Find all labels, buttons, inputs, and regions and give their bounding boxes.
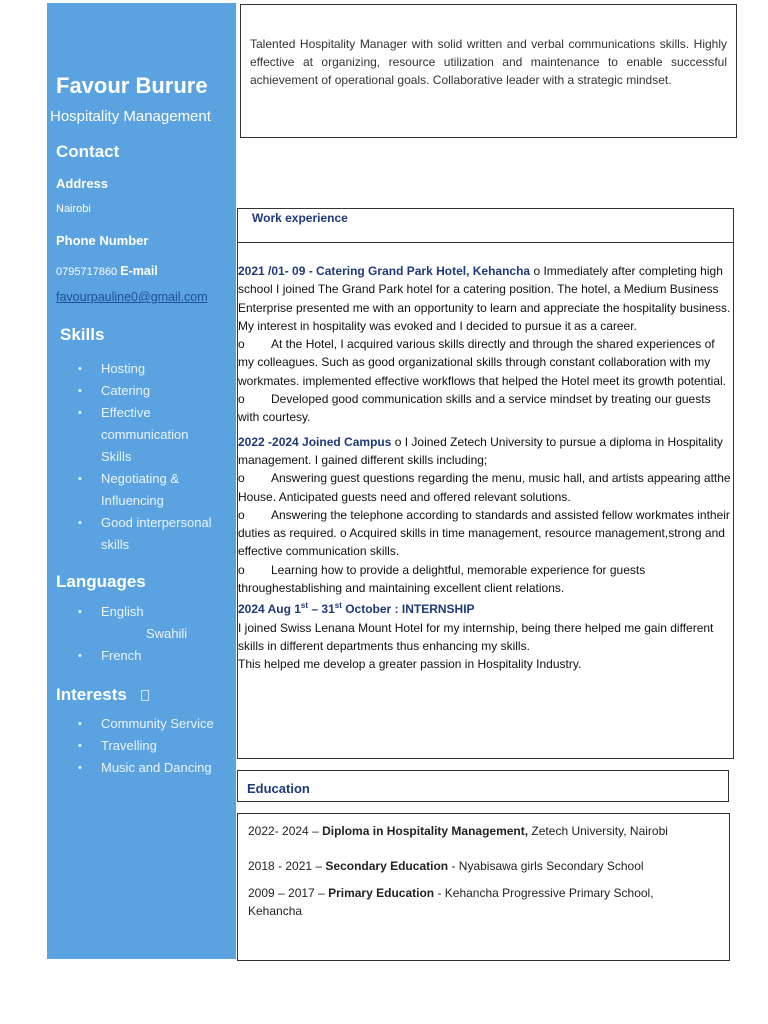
education-row xyxy=(248,822,718,840)
education-years: 2022- 2024 – xyxy=(248,824,323,838)
list-item: • French xyxy=(47,645,236,667)
bullet-item xyxy=(238,335,733,390)
bullet-text: Developed good communication skills and a service mindset by treating our guests with courtesy. xyxy=(238,392,711,425)
work-experience-body xyxy=(237,242,734,759)
bullet-marker: o xyxy=(238,392,245,407)
education-school: - Kehancha Progressive Primary School, Kehancha xyxy=(248,886,654,918)
ordinal-suffix: st xyxy=(334,601,342,611)
bullet-item xyxy=(238,561,733,598)
interests-heading: Interests xyxy=(56,685,127,704)
work-content xyxy=(238,262,733,674)
ordinal-suffix: st xyxy=(300,601,309,611)
skills-heading: Skills xyxy=(60,325,105,344)
bullet-marker: o xyxy=(238,507,245,522)
bullet-text: At the Hotel, I acquired various skills directly and through the shared experiences of my colleagues. Such as good organizational skills through constant collaboration with my workmates. implemented effective workflows that helped the Hotel meet its growth potential. xyxy=(238,337,727,388)
job-title: 2022 -2024 Joined Campus xyxy=(238,434,392,449)
email-label: E-mail xyxy=(120,264,158,278)
languages-list xyxy=(47,601,236,667)
placeholder-icon xyxy=(141,690,149,701)
phone-value: 0795717860 xyxy=(56,266,118,278)
summary-text: Talented Hospitality Manager with solid written and verbal communications skills. Highly effective at organizing, resource utilization and maintenance to enable successful achievement of operational goals. Collaborative leader with a strategic mindset. xyxy=(250,37,727,87)
job-entry xyxy=(238,433,733,470)
list-item: • English xyxy=(47,601,236,623)
bullet-item xyxy=(238,506,733,561)
work-experience-heading: Work experience xyxy=(252,211,348,225)
education-years: 2009 – 2017 – xyxy=(248,886,329,900)
interests-heading-row xyxy=(56,685,149,705)
candidate-name: Favour Burure xyxy=(56,73,208,98)
bullet-marker: o xyxy=(238,562,245,577)
job-entry xyxy=(238,262,733,335)
internship-title xyxy=(238,597,733,618)
internship-range: – 31 xyxy=(308,602,335,617)
education-school: - Nyabisawa girls Secondary School xyxy=(448,859,644,873)
list-item: • Good interpersonal skills xyxy=(47,512,236,556)
list-item: • Travelling xyxy=(47,735,236,757)
skills-list xyxy=(47,358,236,556)
bullet-text: Answering guest questions regarding the menu, music hall, and artists appearing atthe House. Anticipated guests need and offered relevant solutions. xyxy=(238,471,731,504)
education-qualification: Primary Education xyxy=(328,886,435,900)
list-item: • Effective communication Skills xyxy=(47,402,236,468)
summary-box xyxy=(240,4,737,138)
education-school: Zetech University, Nairobi xyxy=(528,824,668,838)
internship-text: This helped me develop a greater passion in Hospitality Industry. xyxy=(238,657,582,672)
internship-label: October : INTERNSHIP xyxy=(341,602,475,617)
list-item: • Negotiating & Influencing xyxy=(47,468,236,512)
bullet-marker: o xyxy=(238,471,245,486)
education-body xyxy=(237,813,730,961)
contact-heading: Contact xyxy=(56,142,120,161)
education-row xyxy=(248,884,668,920)
education-qualification: Secondary Education xyxy=(325,859,449,873)
languages-heading: Languages xyxy=(56,572,146,591)
email-link[interactable]: favourpauline0@gmail.com xyxy=(56,290,208,304)
education-years: 2018 - 2021 – xyxy=(248,859,326,873)
list-item: • Hosting xyxy=(47,358,236,380)
job-title: 2021 /01- 09 - Catering Grand Park Hotel, Kehancha xyxy=(238,264,531,278)
internship-text: I joined Swiss Lenana Mount Hotel for my internship, being there helped me gain different skills in different departments thus enhancing my skills. xyxy=(238,620,714,653)
education-header xyxy=(237,770,729,802)
work-experience-header xyxy=(237,208,734,243)
phone-row xyxy=(56,264,158,278)
list-item: • Music and Dancing xyxy=(47,757,236,779)
address-value: Nairobi xyxy=(56,203,91,215)
job-intro: o Immediately after completing high school I joined The Grand Park hotel for a catering position. The hotel, a Medium Business Enterprise presented me with an opportunity to learn and appreciate the hospitality business. My interest in hospitality was evoked and I decided to pursue it as a career. xyxy=(238,264,731,333)
bullet-item xyxy=(238,469,733,506)
education-qualification: Diploma in Hospitality Management, xyxy=(322,824,529,838)
education-heading: Education xyxy=(247,781,310,796)
job-intro: o I Joined Zetech University to pursue a diploma in Hospitality management. I gained different skills including; xyxy=(238,434,723,467)
list-item: • Community Service xyxy=(47,713,236,735)
list-item: Swahili xyxy=(146,626,188,641)
bullet-text: Answering the telephone according to standards and assisted fellow workmates intheir duties as required. o Acquired skills in time management, resource management,strong and effective communication skills. xyxy=(238,507,730,559)
education-row xyxy=(248,857,718,875)
bullet-marker: o xyxy=(238,337,245,352)
interests-list xyxy=(47,713,236,779)
phone-label: Phone Number xyxy=(56,233,149,248)
sidebar xyxy=(47,3,236,959)
bullet-item xyxy=(238,390,733,427)
internship-year: 2024 Aug 1 xyxy=(238,602,301,617)
bullet-text: Learning how to provide a delightful, memorable experience for guests throughestablishing and maintaining excellent client relations. xyxy=(238,562,646,596)
address-label: Address xyxy=(56,176,109,191)
list-item: • Catering xyxy=(47,380,236,402)
candidate-title: Hospitality Management xyxy=(50,108,211,125)
